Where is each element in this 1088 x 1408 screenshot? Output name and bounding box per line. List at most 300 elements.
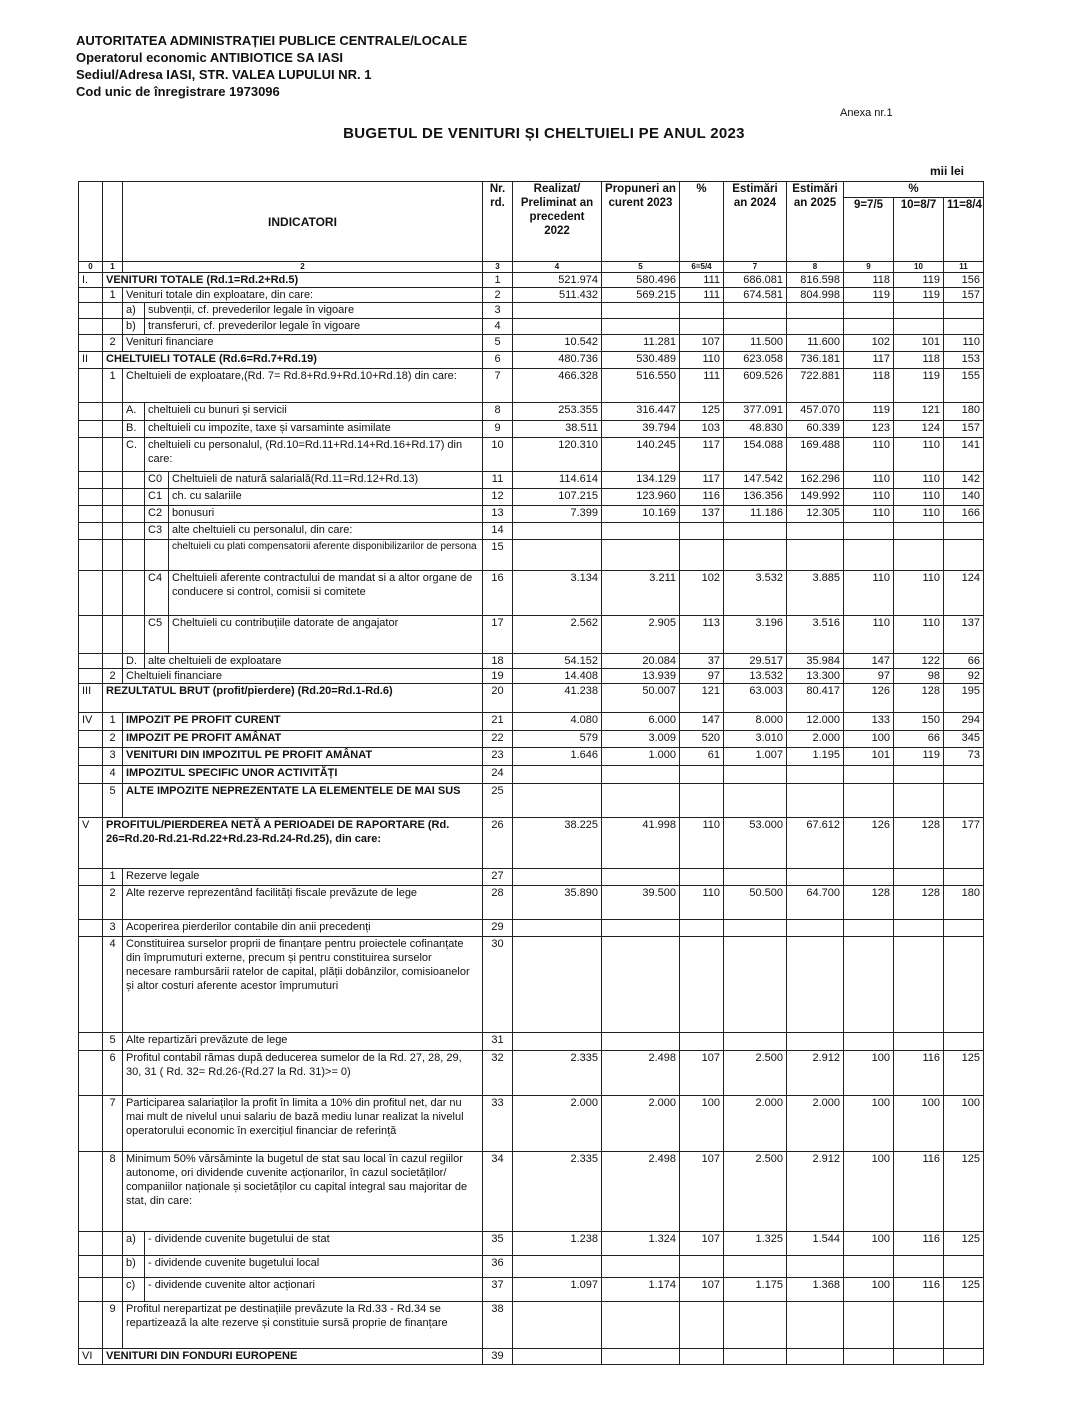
value-estimare-2025 [787, 540, 844, 571]
value-estimare-2025 [787, 920, 844, 937]
roman-numeral-cell [79, 937, 103, 1033]
roman-numeral-cell [79, 886, 103, 920]
roman-numeral-cell [79, 506, 103, 523]
value-ratio-9 [844, 869, 894, 886]
value-estimare-2024: 53.000 [724, 818, 787, 869]
value-ratio-9: 100 [844, 1232, 894, 1256]
value-propuneri-2023: 316.447 [602, 403, 680, 421]
table-row [79, 1302, 984, 1349]
value-realizat-2022: 1.238 [513, 1232, 602, 1256]
value-estimare-2025: 1.195 [787, 748, 844, 766]
roman-numeral-cell [79, 369, 103, 403]
value-percent: 100 [680, 1096, 724, 1152]
sub-letter-cell [123, 540, 145, 571]
value-ratio-10: 98 [894, 669, 944, 684]
value-propuneri-2023: 13.939 [602, 669, 680, 684]
column-number: 5 [602, 262, 680, 273]
row-number: 30 [483, 937, 513, 1033]
table-row [79, 1152, 984, 1232]
value-percent: 125 [680, 403, 724, 421]
roman-numeral-cell [79, 319, 103, 335]
value-realizat-2022 [513, 766, 602, 784]
value-propuneri-2023: 530.489 [602, 352, 680, 369]
value-ratio-11 [944, 766, 984, 784]
roman-numeral-cell [79, 1278, 103, 1302]
table-row [79, 713, 984, 731]
table-row [79, 571, 984, 616]
row-number: 32 [483, 1051, 513, 1096]
value-ratio-10: 110 [894, 438, 944, 472]
sub-letter-cell: D. [123, 654, 145, 669]
value-ratio-9 [844, 1033, 894, 1051]
value-ratio-11 [944, 1033, 984, 1051]
item-number-cell [103, 1278, 123, 1302]
value-estimare-2024: 63.003 [724, 684, 787, 713]
value-ratio-11 [944, 540, 984, 571]
value-percent: 107 [680, 1278, 724, 1302]
value-propuneri-2023 [602, 1033, 680, 1051]
value-propuneri-2023: 123.960 [602, 489, 680, 506]
sub-letter-cell: B. [123, 421, 145, 438]
value-estimare-2024 [724, 937, 787, 1033]
value-percent: 520 [680, 731, 724, 748]
indicator-text: PROFITUL/PIERDEREA NETĂ A PERIOADEI DE RAPORTARE (Rd. 26=Rd.20-Rd.21-Rd.22+Rd.23-Rd.24-Rd.25), din care: [103, 818, 483, 869]
value-estimare-2024: 29.517 [724, 654, 787, 669]
value-realizat-2022: 4.080 [513, 713, 602, 731]
row-number: 20 [483, 684, 513, 713]
value-propuneri-2023 [602, 869, 680, 886]
indicator-text: Rezerve legale [123, 869, 483, 886]
value-estimare-2024: 686.081 [724, 273, 787, 288]
value-ratio-9: 133 [844, 713, 894, 731]
value-ratio-10: 101 [894, 335, 944, 352]
value-ratio-10: 110 [894, 506, 944, 523]
indicator-text: transferuri, cf. prevederilor legale în vigoare [145, 319, 483, 335]
value-realizat-2022: 466.328 [513, 369, 602, 403]
item-number-cell: 5 [103, 784, 123, 818]
value-realizat-2022 [513, 540, 602, 571]
item-number-cell: 4 [103, 937, 123, 1033]
table-row [79, 438, 984, 472]
value-propuneri-2023: 1.324 [602, 1232, 680, 1256]
sub-letter-cell: b) [123, 1256, 145, 1278]
value-ratio-9: 126 [844, 684, 894, 713]
value-estimare-2025: 804.998 [787, 288, 844, 303]
value-propuneri-2023: 1.174 [602, 1278, 680, 1302]
value-propuneri-2023: 2.498 [602, 1051, 680, 1096]
value-ratio-9: 147 [844, 654, 894, 669]
value-ratio-11 [944, 1256, 984, 1278]
value-estimare-2024 [724, 920, 787, 937]
table-row [79, 654, 984, 669]
value-propuneri-2023: 10.169 [602, 506, 680, 523]
row-number: 26 [483, 818, 513, 869]
value-ratio-11: 141 [944, 438, 984, 472]
row-number: 31 [483, 1033, 513, 1051]
value-realizat-2022: 511.432 [513, 288, 602, 303]
value-ratio-9: 102 [844, 335, 894, 352]
table-row [79, 1051, 984, 1096]
value-ratio-9 [844, 920, 894, 937]
item-number-cell [103, 1232, 123, 1256]
row-number: 8 [483, 403, 513, 421]
indicator-text: Venituri totale din exploatare, din care: [123, 288, 483, 303]
header-empty-cell [103, 182, 123, 262]
operator-line: Operatorul economic ANTIBIOTICE SA IASI [76, 50, 344, 65]
value-propuneri-2023 [602, 303, 680, 319]
value-percent [680, 1349, 724, 1365]
indicator-text: REZULTATUL BRUT (profit/pierdere) (Rd.20=Rd.1-Rd.6) [103, 684, 483, 713]
value-propuneri-2023: 41.998 [602, 818, 680, 869]
table-row [79, 489, 984, 506]
roman-numeral-cell [79, 669, 103, 684]
column-number: 11 [944, 262, 984, 273]
value-estimare-2024: 674.581 [724, 288, 787, 303]
value-ratio-9 [844, 1349, 894, 1365]
indicator-text: CHELTUIELI TOTALE (Rd.6=Rd.7+Rd.19) [103, 352, 483, 369]
item-number-cell [103, 506, 123, 523]
roman-numeral-cell [79, 1051, 103, 1096]
value-ratio-9: 128 [844, 886, 894, 920]
item-number-cell: 2 [103, 886, 123, 920]
value-realizat-2022: 521.974 [513, 273, 602, 288]
value-realizat-2022: 2.562 [513, 616, 602, 654]
value-estimare-2024: 13.532 [724, 669, 787, 684]
value-propuneri-2023 [602, 920, 680, 937]
sub-letter-cell: A. [123, 403, 145, 421]
value-ratio-10: 128 [894, 818, 944, 869]
roman-numeral-cell [79, 438, 103, 472]
table-row [79, 472, 984, 489]
row-number: 34 [483, 1152, 513, 1232]
value-ratio-9: 100 [844, 1051, 894, 1096]
value-ratio-9: 100 [844, 731, 894, 748]
value-ratio-11: 125 [944, 1152, 984, 1232]
authority-line: AUTORITATEA ADMINISTRAȚIEI PUBLICE CENTRALE/LOCALE [76, 33, 468, 48]
row-number: 7 [483, 369, 513, 403]
value-ratio-11: 157 [944, 288, 984, 303]
table-row [79, 319, 984, 335]
value-ratio-9: 100 [844, 1152, 894, 1232]
value-ratio-11 [944, 869, 984, 886]
row-number: 12 [483, 489, 513, 506]
value-ratio-10: 119 [894, 369, 944, 403]
indicator-text: Cheltuieli cu contribuțiile datorate de angajator [169, 616, 483, 654]
value-ratio-10: 116 [894, 1152, 944, 1232]
value-estimare-2025 [787, 303, 844, 319]
item-number-cell: 7 [103, 1096, 123, 1152]
value-ratio-9: 118 [844, 369, 894, 403]
table-row [79, 937, 984, 1033]
row-number: 22 [483, 731, 513, 748]
roman-numeral-cell: I. [79, 273, 103, 288]
row-number: 39 [483, 1349, 513, 1365]
item-number-cell [103, 571, 123, 616]
table-row [79, 920, 984, 937]
value-estimare-2024: 136.356 [724, 489, 787, 506]
value-ratio-11 [944, 920, 984, 937]
value-ratio-10: 119 [894, 273, 944, 288]
value-estimare-2025: 457.070 [787, 403, 844, 421]
value-realizat-2022 [513, 303, 602, 319]
indicator-text: Participarea salariaților la profit în limita a 10% din profitul net, dar nu mai mult de nivelul unui salariu de bază mediu lunar realizat la nivelul operatorului economic în exercițiul financiar de referință [123, 1096, 483, 1152]
value-percent: 116 [680, 489, 724, 506]
value-percent [680, 1256, 724, 1278]
value-percent: 102 [680, 571, 724, 616]
value-ratio-10 [894, 784, 944, 818]
value-ratio-10 [894, 869, 944, 886]
sub-code-cell: C1 [145, 489, 169, 506]
table-row [79, 669, 984, 684]
row-number: 16 [483, 571, 513, 616]
table-row [79, 303, 984, 319]
value-ratio-10: 128 [894, 886, 944, 920]
value-estimare-2025 [787, 319, 844, 335]
value-estimare-2025 [787, 1256, 844, 1278]
item-number-cell: 5 [103, 1033, 123, 1051]
value-ratio-10: 110 [894, 472, 944, 489]
value-realizat-2022 [513, 1302, 602, 1349]
value-ratio-11 [944, 1349, 984, 1365]
value-propuneri-2023: 50.007 [602, 684, 680, 713]
value-realizat-2022: 107.215 [513, 489, 602, 506]
indicator-text: Constituirea surselor proprii de finanțare pentru proiectele cofinanțate din împrumuturi externe, precum și pentru constituirea surselor necesare rambursării ratelor de capital, plății dobânzilor, comisioanelor și altor costuri aferente acestor împrumuturi [123, 937, 483, 1033]
column-number-row [79, 262, 984, 273]
indicator-text: IMPOZIT PE PROFIT AMÂNAT [123, 731, 483, 748]
indicator-text: Acoperirea pierderilor contabile din anii precedenți [123, 920, 483, 937]
value-ratio-9: 117 [844, 352, 894, 369]
row-number: 11 [483, 472, 513, 489]
value-ratio-10 [894, 937, 944, 1033]
table-row [79, 818, 984, 869]
roman-numeral-cell [79, 920, 103, 937]
indicator-text: alte cheltuieli cu personalul, din care: [169, 523, 483, 540]
table-row [79, 403, 984, 421]
roman-numeral-cell [79, 1256, 103, 1278]
value-ratio-10: 121 [894, 403, 944, 421]
value-propuneri-2023 [602, 319, 680, 335]
roman-numeral-cell [79, 869, 103, 886]
column-number: 7 [724, 262, 787, 273]
header-propuneri-2023: Propuneri an curent 2023 [602, 182, 680, 262]
value-estimare-2024 [724, 1349, 787, 1365]
value-ratio-10 [894, 766, 944, 784]
value-ratio-10 [894, 540, 944, 571]
value-ratio-11 [944, 303, 984, 319]
value-ratio-11: 156 [944, 273, 984, 288]
indicator-text: VENITURI TOTALE (Rd.1=Rd.2+Rd.5) [103, 273, 483, 288]
value-percent [680, 319, 724, 335]
indicator-text: cheltuieli cu personalul, (Rd.10=Rd.11+Rd.14+Rd.16+Rd.17) din care: [145, 438, 483, 472]
roman-numeral-cell [79, 1033, 103, 1051]
row-number: 5 [483, 335, 513, 352]
value-ratio-11: 137 [944, 616, 984, 654]
value-estimare-2024: 2.500 [724, 1051, 787, 1096]
value-estimare-2024: 48.830 [724, 421, 787, 438]
row-number: 38 [483, 1302, 513, 1349]
value-ratio-9 [844, 1256, 894, 1278]
value-propuneri-2023 [602, 540, 680, 571]
value-ratio-10: 116 [894, 1278, 944, 1302]
value-estimare-2024 [724, 523, 787, 540]
value-ratio-11: 100 [944, 1096, 984, 1152]
value-ratio-10 [894, 920, 944, 937]
value-ratio-11: 110 [944, 335, 984, 352]
row-number: 17 [483, 616, 513, 654]
indicator-text: Minimum 50% vărsăminte la bugetul de stat sau local în cazul regiilor autonome, ori dividende cuvenite acționarilor, în cazul societăților/ companiilor naționale și societăților cu capital integral sau majoritar de stat, din care: [123, 1152, 483, 1232]
sub-code-cell: C5 [145, 616, 169, 654]
value-propuneri-2023 [602, 1256, 680, 1278]
roman-numeral-cell [79, 288, 103, 303]
value-propuneri-2023: 1.000 [602, 748, 680, 766]
value-propuneri-2023 [602, 766, 680, 784]
value-realizat-2022 [513, 784, 602, 818]
value-percent [680, 766, 724, 784]
value-realizat-2022: 54.152 [513, 654, 602, 669]
header-estimari-2024: Estimări an 2024 [724, 182, 787, 262]
value-ratio-9: 110 [844, 472, 894, 489]
budget-table [78, 181, 984, 1365]
row-number: 2 [483, 288, 513, 303]
roman-numeral-cell [79, 616, 103, 654]
indicator-text: VENITURI DIN IMPOZITUL PE PROFIT AMÂNAT [123, 748, 483, 766]
value-estimare-2025 [787, 1033, 844, 1051]
sub-letter-cell [123, 571, 145, 616]
column-number: 10 [894, 262, 944, 273]
value-ratio-10 [894, 319, 944, 335]
value-estimare-2024: 3.532 [724, 571, 787, 616]
unit-label: mii lei [930, 164, 965, 178]
item-number-cell [103, 1256, 123, 1278]
value-ratio-11 [944, 1302, 984, 1349]
item-number-cell [103, 319, 123, 335]
item-number-cell [103, 303, 123, 319]
roman-numeral-cell [79, 1152, 103, 1232]
value-estimare-2024: 623.058 [724, 352, 787, 369]
value-realizat-2022: 14.408 [513, 669, 602, 684]
value-realizat-2022: 253.355 [513, 403, 602, 421]
value-realizat-2022: 1.097 [513, 1278, 602, 1302]
row-number: 15 [483, 540, 513, 571]
item-number-cell: 6 [103, 1051, 123, 1096]
row-number: 23 [483, 748, 513, 766]
value-estimare-2024: 147.542 [724, 472, 787, 489]
value-estimare-2025 [787, 766, 844, 784]
value-ratio-11: 155 [944, 369, 984, 403]
column-number: 1 [103, 262, 123, 273]
item-number-cell [103, 616, 123, 654]
item-number-cell [103, 654, 123, 669]
value-percent: 107 [680, 1232, 724, 1256]
header-ratio-10: 10=8/7 [894, 198, 944, 262]
value-ratio-9: 119 [844, 288, 894, 303]
value-estimare-2025 [787, 937, 844, 1033]
value-percent: 111 [680, 369, 724, 403]
value-estimare-2025: 1.544 [787, 1232, 844, 1256]
item-number-cell: 4 [103, 766, 123, 784]
value-estimare-2025: 2.912 [787, 1152, 844, 1232]
indicator-text: IMPOZIT PE PROFIT CURENT [123, 713, 483, 731]
indicator-text: cheltuieli cu bunuri și servicii [145, 403, 483, 421]
sub-code-cell: C2 [145, 506, 169, 523]
row-number: 6 [483, 352, 513, 369]
roman-numeral-cell [79, 335, 103, 352]
sub-letter-cell [123, 489, 145, 506]
sub-letter-cell [123, 616, 145, 654]
value-realizat-2022 [513, 319, 602, 335]
roman-numeral-cell [79, 489, 103, 506]
table-row [79, 784, 984, 818]
value-ratio-11: 125 [944, 1278, 984, 1302]
value-propuneri-2023: 39.500 [602, 886, 680, 920]
value-realizat-2022 [513, 869, 602, 886]
row-number: 25 [483, 784, 513, 818]
roman-numeral-cell [79, 1302, 103, 1349]
value-percent: 37 [680, 654, 724, 669]
value-percent [680, 540, 724, 571]
value-ratio-10: 119 [894, 748, 944, 766]
table-row [79, 506, 984, 523]
value-ratio-9 [844, 1302, 894, 1349]
value-ratio-10: 110 [894, 571, 944, 616]
item-number-cell: 1 [103, 713, 123, 731]
value-ratio-11: 195 [944, 684, 984, 713]
value-ratio-11: 142 [944, 472, 984, 489]
indicator-text: subvenții, cf. prevederilor legale în vigoare [145, 303, 483, 319]
column-number: 8 [787, 262, 844, 273]
header-estimari-2025: Estimări an 2025 [787, 182, 844, 262]
column-number: 3 [483, 262, 513, 273]
indicator-text: IMPOZITUL SPECIFIC UNOR ACTIVITĂȚI [123, 766, 483, 784]
value-propuneri-2023: 580.496 [602, 273, 680, 288]
value-estimare-2025: 3.885 [787, 571, 844, 616]
row-number: 28 [483, 886, 513, 920]
indicator-text: - dividende cuvenite bugetului de stat [145, 1232, 483, 1256]
value-ratio-10: 116 [894, 1232, 944, 1256]
value-realizat-2022: 2.335 [513, 1152, 602, 1232]
value-percent: 110 [680, 352, 724, 369]
value-ratio-9: 110 [844, 506, 894, 523]
value-ratio-11: 177 [944, 818, 984, 869]
table-row [79, 616, 984, 654]
table-row [79, 273, 984, 288]
indicator-text: Cheltuieli aferente contractului de mandat si a altor organe de conducere si control, comisii si comitete [169, 571, 483, 616]
value-percent: 111 [680, 273, 724, 288]
roman-numeral-cell [79, 472, 103, 489]
value-ratio-11 [944, 937, 984, 1033]
value-estimare-2024: 50.500 [724, 886, 787, 920]
value-estimare-2024: 1.007 [724, 748, 787, 766]
value-ratio-9: 100 [844, 1096, 894, 1152]
value-percent [680, 937, 724, 1033]
value-ratio-9: 110 [844, 489, 894, 506]
roman-numeral-cell [79, 748, 103, 766]
roman-numeral-cell [79, 303, 103, 319]
value-estimare-2024: 1.325 [724, 1232, 787, 1256]
table-row [79, 684, 984, 713]
sub-code-cell: C0 [145, 472, 169, 489]
value-estimare-2025: 162.296 [787, 472, 844, 489]
value-realizat-2022 [513, 1256, 602, 1278]
value-percent: 137 [680, 506, 724, 523]
item-number-cell: 8 [103, 1152, 123, 1232]
table-row [79, 1349, 984, 1365]
value-percent: 110 [680, 818, 724, 869]
value-estimare-2024: 154.088 [724, 438, 787, 472]
value-realizat-2022: 41.238 [513, 684, 602, 713]
roman-numeral-cell [79, 784, 103, 818]
roman-numeral-cell: II [79, 352, 103, 369]
